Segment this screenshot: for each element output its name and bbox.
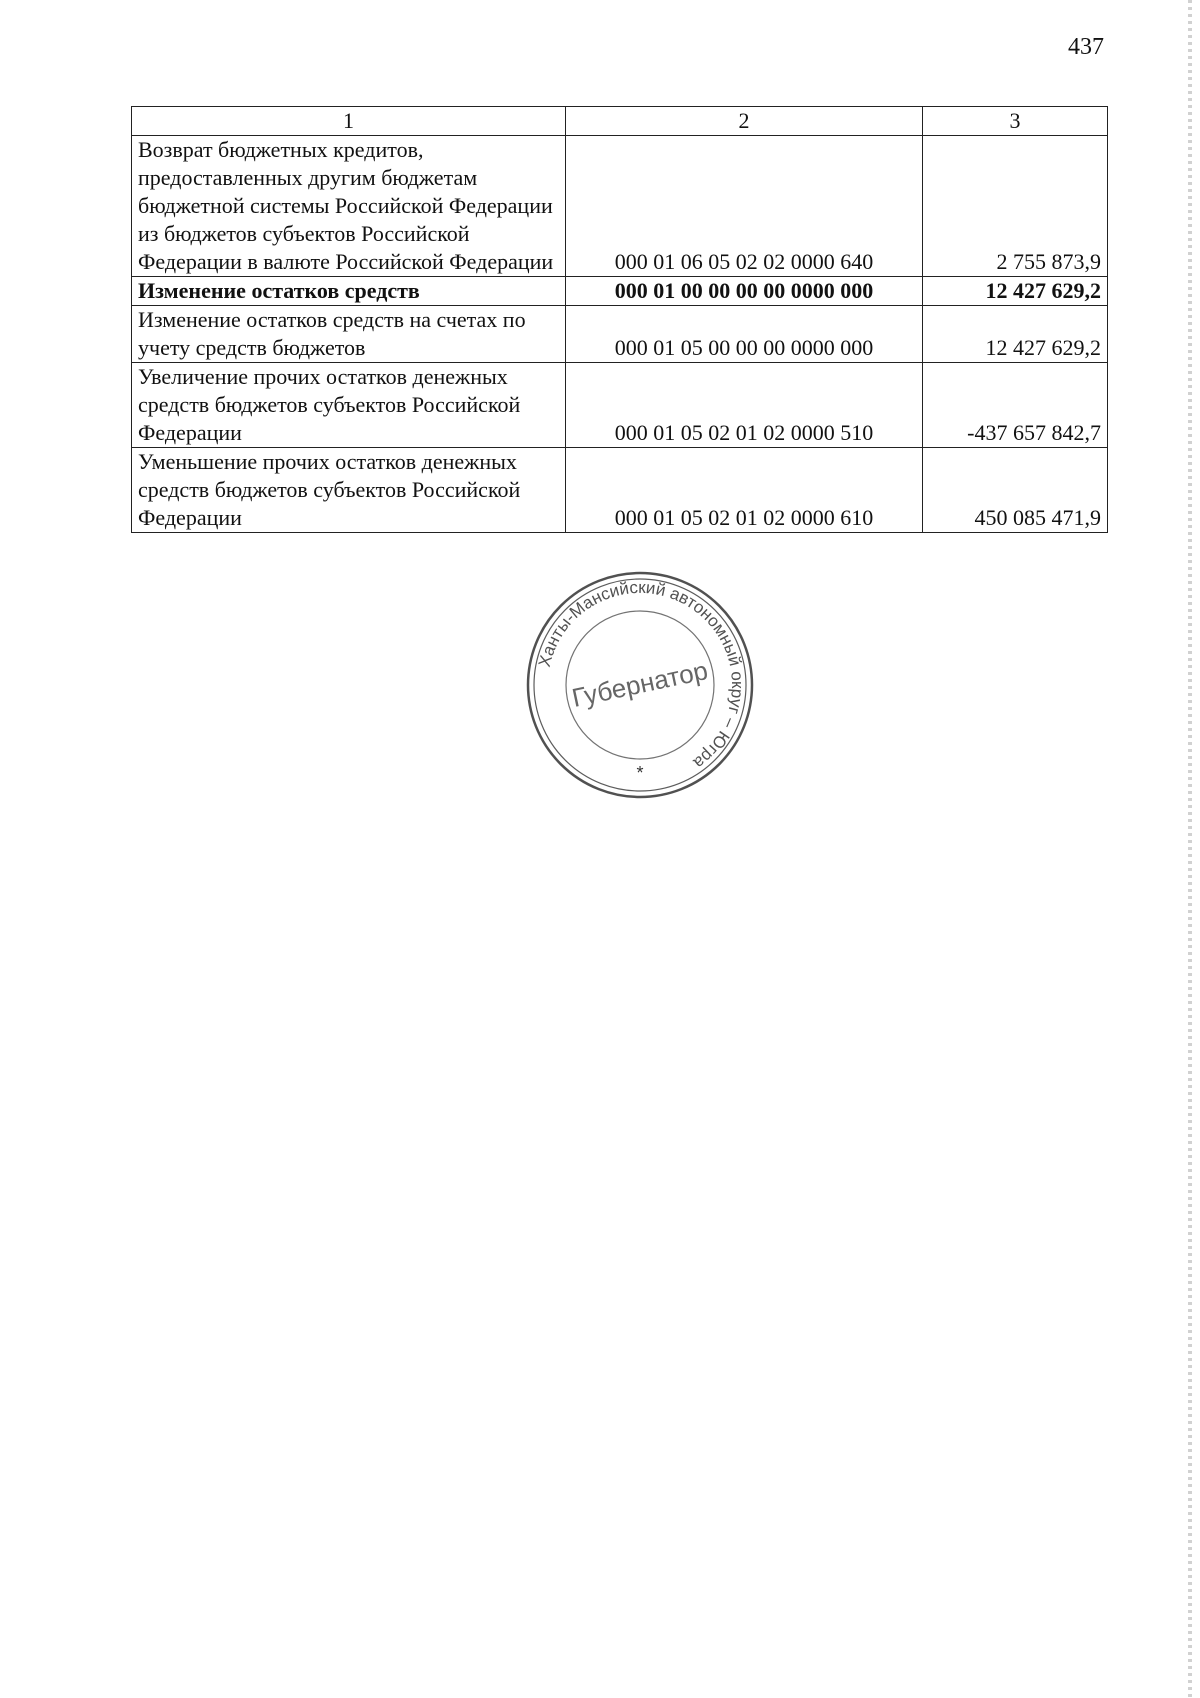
row-name: Изменение остатков средств xyxy=(132,277,566,306)
row-code: 000 01 00 00 00 00 0000 000 xyxy=(566,277,923,306)
row-code: 000 01 05 00 00 00 0000 000 xyxy=(566,306,923,363)
row-amount: 2 755 873,9 xyxy=(923,136,1108,277)
row-amount: 12 427 629,2 xyxy=(923,277,1108,306)
scan-edge-artifact xyxy=(1188,0,1192,1698)
seal-star-symbol: * xyxy=(636,763,644,783)
table-row xyxy=(132,448,1108,533)
header-col-1: 1 xyxy=(132,107,566,136)
row-amount: -437 657 842,7 xyxy=(923,363,1108,448)
row-amount: 450 085 471,9 xyxy=(923,448,1108,533)
budget-sources-table xyxy=(131,106,1108,533)
row-name: Увеличение прочих остатков денежных средств бюджетов субъектов Российской Федерации xyxy=(132,363,566,448)
table-row xyxy=(132,136,1108,277)
row-amount: 12 427 629,2 xyxy=(923,306,1108,363)
seal-ring-text: Ханты-Мансийский автономный округ – Югра xyxy=(534,577,748,773)
row-name: Изменение остатков средств на счетах по учету средств бюджетов xyxy=(132,306,566,363)
table-row xyxy=(132,306,1108,363)
governor-seal-stamp xyxy=(520,565,760,805)
table-row xyxy=(132,363,1108,448)
header-col-2: 2 xyxy=(566,107,923,136)
row-code: 000 01 05 02 01 02 0000 510 xyxy=(566,363,923,448)
row-code: 000 01 05 02 01 02 0000 610 xyxy=(566,448,923,533)
table-header-row xyxy=(132,107,1108,136)
table-row-total xyxy=(132,277,1108,306)
seal-center-text: Губернатор xyxy=(569,655,711,714)
page-number: 437 xyxy=(1068,34,1104,60)
row-name: Возврат бюджетных кредитов, предоставленных другим бюджетам бюджетной системы Российской Федерации из бюджетов субъектов Российской Федерации в валюте Российской Федерации xyxy=(132,136,566,277)
header-col-3: 3 xyxy=(923,107,1108,136)
row-code: 000 01 06 05 02 02 0000 640 xyxy=(566,136,923,277)
row-name: Уменьшение прочих остатков денежных средств бюджетов субъектов Российской Федерации xyxy=(132,448,566,533)
